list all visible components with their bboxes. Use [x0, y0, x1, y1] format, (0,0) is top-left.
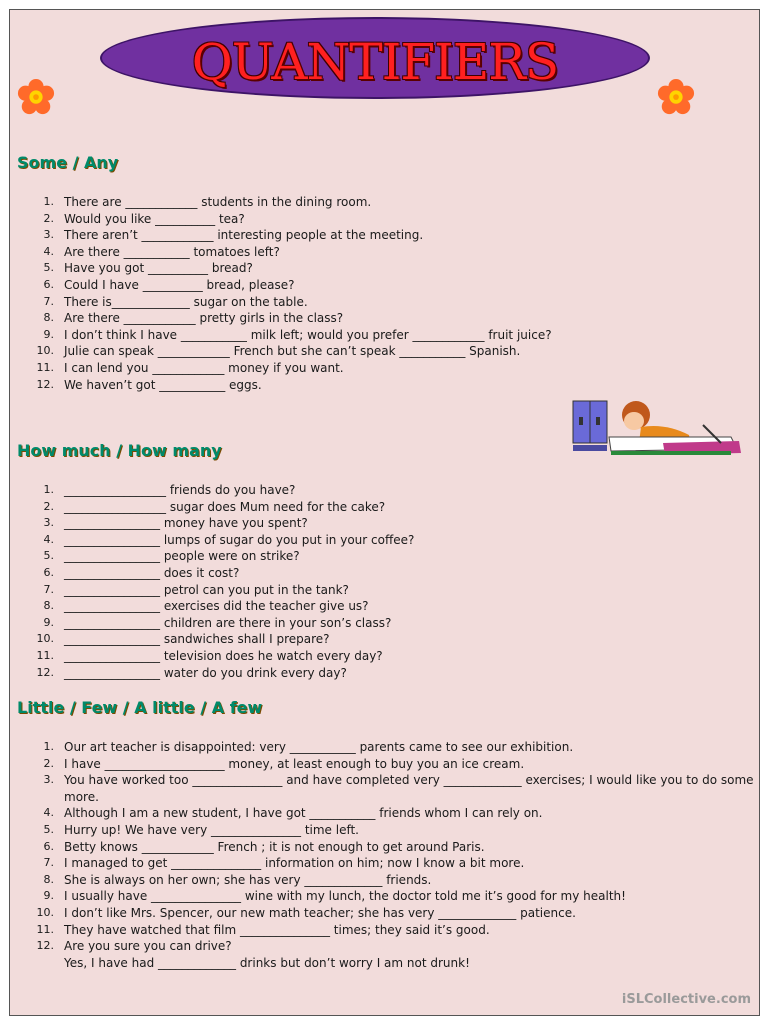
exercise-item: [30, 772, 758, 805]
exercise-item: [30, 756, 758, 773]
item-text: Have you got __________ bread?: [64, 261, 253, 276]
item-number: 3.: [43, 516, 54, 530]
page-title: QUANTIFIERS: [191, 33, 559, 91]
item-number: 11.: [36, 648, 54, 662]
item-text: You have worked too _______________ and have completed very _____________ exercises; I would like you to do some more.: [64, 773, 754, 804]
item-number: 4.: [43, 532, 54, 546]
exercise-item: [30, 377, 758, 394]
item-text: I can lend you ____________ money if you want.: [64, 360, 344, 375]
exercise-item: [30, 822, 758, 839]
item-text: She is always on her own; she has very _____________ friends.: [64, 872, 432, 887]
item-text: ________________ children are there in your son’s class?: [64, 615, 392, 630]
item-text: ________________ sandwiches shall I prepare?: [64, 632, 330, 647]
exercise-item: [30, 665, 758, 682]
section-heading-some-any: Some / Any: [17, 153, 119, 172]
item-number: 4.: [43, 806, 54, 820]
item-number: 2.: [43, 756, 54, 770]
item-number: 8.: [43, 311, 54, 325]
item-text: Are you sure you can drive?: [64, 939, 232, 954]
exercise-list-how-much-how-many: [30, 482, 758, 681]
item-text: There are ____________ students in the dining room.: [64, 195, 372, 209]
exercise-list-some-any: [30, 194, 758, 393]
item-text: Betty knows ____________ French ; it is not enough to get around Paris.: [64, 839, 485, 854]
exercise-item: [30, 532, 758, 549]
exercise-item: [30, 938, 758, 971]
item-number: 10.: [36, 344, 54, 358]
exercise-item: [30, 855, 758, 872]
item-number: 7.: [43, 294, 54, 308]
exercise-item: [30, 515, 758, 532]
item-text: There is_____________ sugar on the table.: [64, 294, 308, 309]
item-number: 10.: [36, 905, 54, 919]
exercise-item: [30, 227, 758, 244]
exercise-item: [30, 839, 758, 856]
exercise-item: [30, 499, 758, 516]
item-number: 12.: [36, 939, 54, 953]
exercise-item: [30, 598, 758, 615]
section-heading-how-much-how-many: How much / How many: [17, 441, 222, 460]
exercise-item: [30, 327, 758, 344]
item-number: 9.: [43, 615, 54, 629]
item-text: Are there ____________ pretty girls in the class?: [64, 311, 344, 326]
item-text: I managed to get _______________ information on him; now I know a bit more.: [64, 856, 525, 871]
exercise-item: [30, 548, 758, 565]
exercise-item: [30, 244, 758, 261]
exercise-item: [30, 360, 758, 377]
item-number: 9.: [43, 327, 54, 341]
flower-icon: [657, 79, 695, 117]
item-text: Would you like __________ tea?: [64, 211, 245, 226]
item-number: 1.: [43, 740, 54, 753]
item-number: 12.: [36, 665, 54, 679]
item-text: Our art teacher is disappointed: very ___________ parents came to see our exhibition.: [64, 740, 574, 754]
item-number: 5.: [43, 261, 54, 275]
item-number: 7.: [43, 582, 54, 596]
item-number: 2.: [43, 499, 54, 513]
item-number: 2.: [43, 211, 54, 225]
item-text: _________________ sugar does Mum need for the cake?: [64, 499, 386, 514]
item-text-continued: Yes, I have had _____________ drinks but don’t worry I am not drunk!: [64, 955, 470, 970]
item-number: 10.: [36, 632, 54, 646]
exercise-item: [30, 194, 758, 211]
exercise-item: [30, 872, 758, 889]
item-text: I don’t like Mrs. Spencer, our new math teacher; she has very _____________ patience.: [64, 905, 576, 920]
exercise-item: [30, 922, 758, 939]
item-text: Hurry up! We have very _______________ time left.: [64, 822, 359, 837]
exercise-item: [30, 805, 758, 822]
item-text: We haven’t got ___________ eggs.: [64, 377, 262, 392]
item-number: 3.: [43, 228, 54, 242]
exercise-list-little-few: [30, 739, 758, 971]
exercise-item: [30, 648, 758, 665]
section-heading-little-few: Little / Few / A little / A few: [17, 698, 263, 717]
item-number: 7.: [43, 856, 54, 870]
item-text: ________________ people were on strike?: [64, 549, 300, 564]
exercise-item: [30, 905, 758, 922]
item-text: I don’t think I have ___________ milk left; would you prefer ____________ fruit juice?: [64, 327, 552, 342]
item-text: I usually have _______________ wine with my lunch, the doctor told me it’s good for my health!: [64, 889, 626, 904]
exercise-item: [30, 294, 758, 311]
item-text: ________________ does it cost?: [64, 565, 240, 580]
exercise-item: [30, 310, 758, 327]
exercise-item: [30, 565, 758, 582]
worksheet-page: [9, 9, 760, 1016]
exercise-item: [30, 343, 758, 360]
item-text: Although I am a new student, I have got ___________ friends whom I can rely on.: [64, 806, 543, 821]
exercise-item: [30, 888, 758, 905]
item-text: ________________ money have you spent?: [64, 516, 308, 531]
exercise-item: [30, 211, 758, 228]
item-number: 1.: [43, 483, 54, 496]
exercise-item: [30, 260, 758, 277]
item-text: Are there ___________ tomatoes left?: [64, 244, 280, 259]
item-text: Could I have __________ bread, please?: [64, 277, 295, 292]
item-text: I have ____________________ money, at least enough to buy you an ice cream.: [64, 756, 525, 771]
item-number: 8.: [43, 872, 54, 886]
exercise-item: [30, 482, 758, 499]
exercise-item: [30, 582, 758, 599]
item-text: ________________ water do you drink every day?: [64, 665, 347, 680]
exercise-item: [30, 739, 758, 756]
item-text: ________________ television does he watch every day?: [64, 648, 383, 663]
item-number: 3.: [43, 773, 54, 787]
item-number: 6.: [43, 839, 54, 853]
item-text: They have watched that film _______________ times; they said it’s good.: [64, 922, 490, 937]
exercise-item: [30, 277, 758, 294]
exercise-item: [30, 615, 758, 632]
item-number: 6.: [43, 277, 54, 291]
item-text: ________________ lumps of sugar do you put in your coffee?: [64, 532, 415, 547]
item-text: There aren’t ____________ interesting people at the meeting.: [64, 228, 424, 243]
item-number: 9.: [43, 889, 54, 903]
item-text: Julie can speak ____________ French but she can’t speak ___________ Spanish.: [64, 344, 521, 359]
item-number: 5.: [43, 549, 54, 563]
girl-studying-illustration: [571, 397, 743, 459]
item-number: 11.: [36, 922, 54, 936]
item-text: _________________ friends do you have?: [64, 483, 296, 497]
item-number: 5.: [43, 822, 54, 836]
item-number: 8.: [43, 599, 54, 613]
item-text: ________________ exercises did the teacher give us?: [64, 599, 369, 614]
item-number: 11.: [36, 360, 54, 374]
flower-icon: [17, 79, 55, 117]
site-watermark: iSLCollective.com: [621, 992, 751, 1007]
item-number: 12.: [36, 377, 54, 391]
item-number: 4.: [43, 244, 54, 258]
item-text: ________________ petrol can you put in the tank?: [64, 582, 349, 597]
item-number: 1.: [43, 195, 54, 208]
item-number: 6.: [43, 565, 54, 579]
exercise-item: [30, 631, 758, 648]
